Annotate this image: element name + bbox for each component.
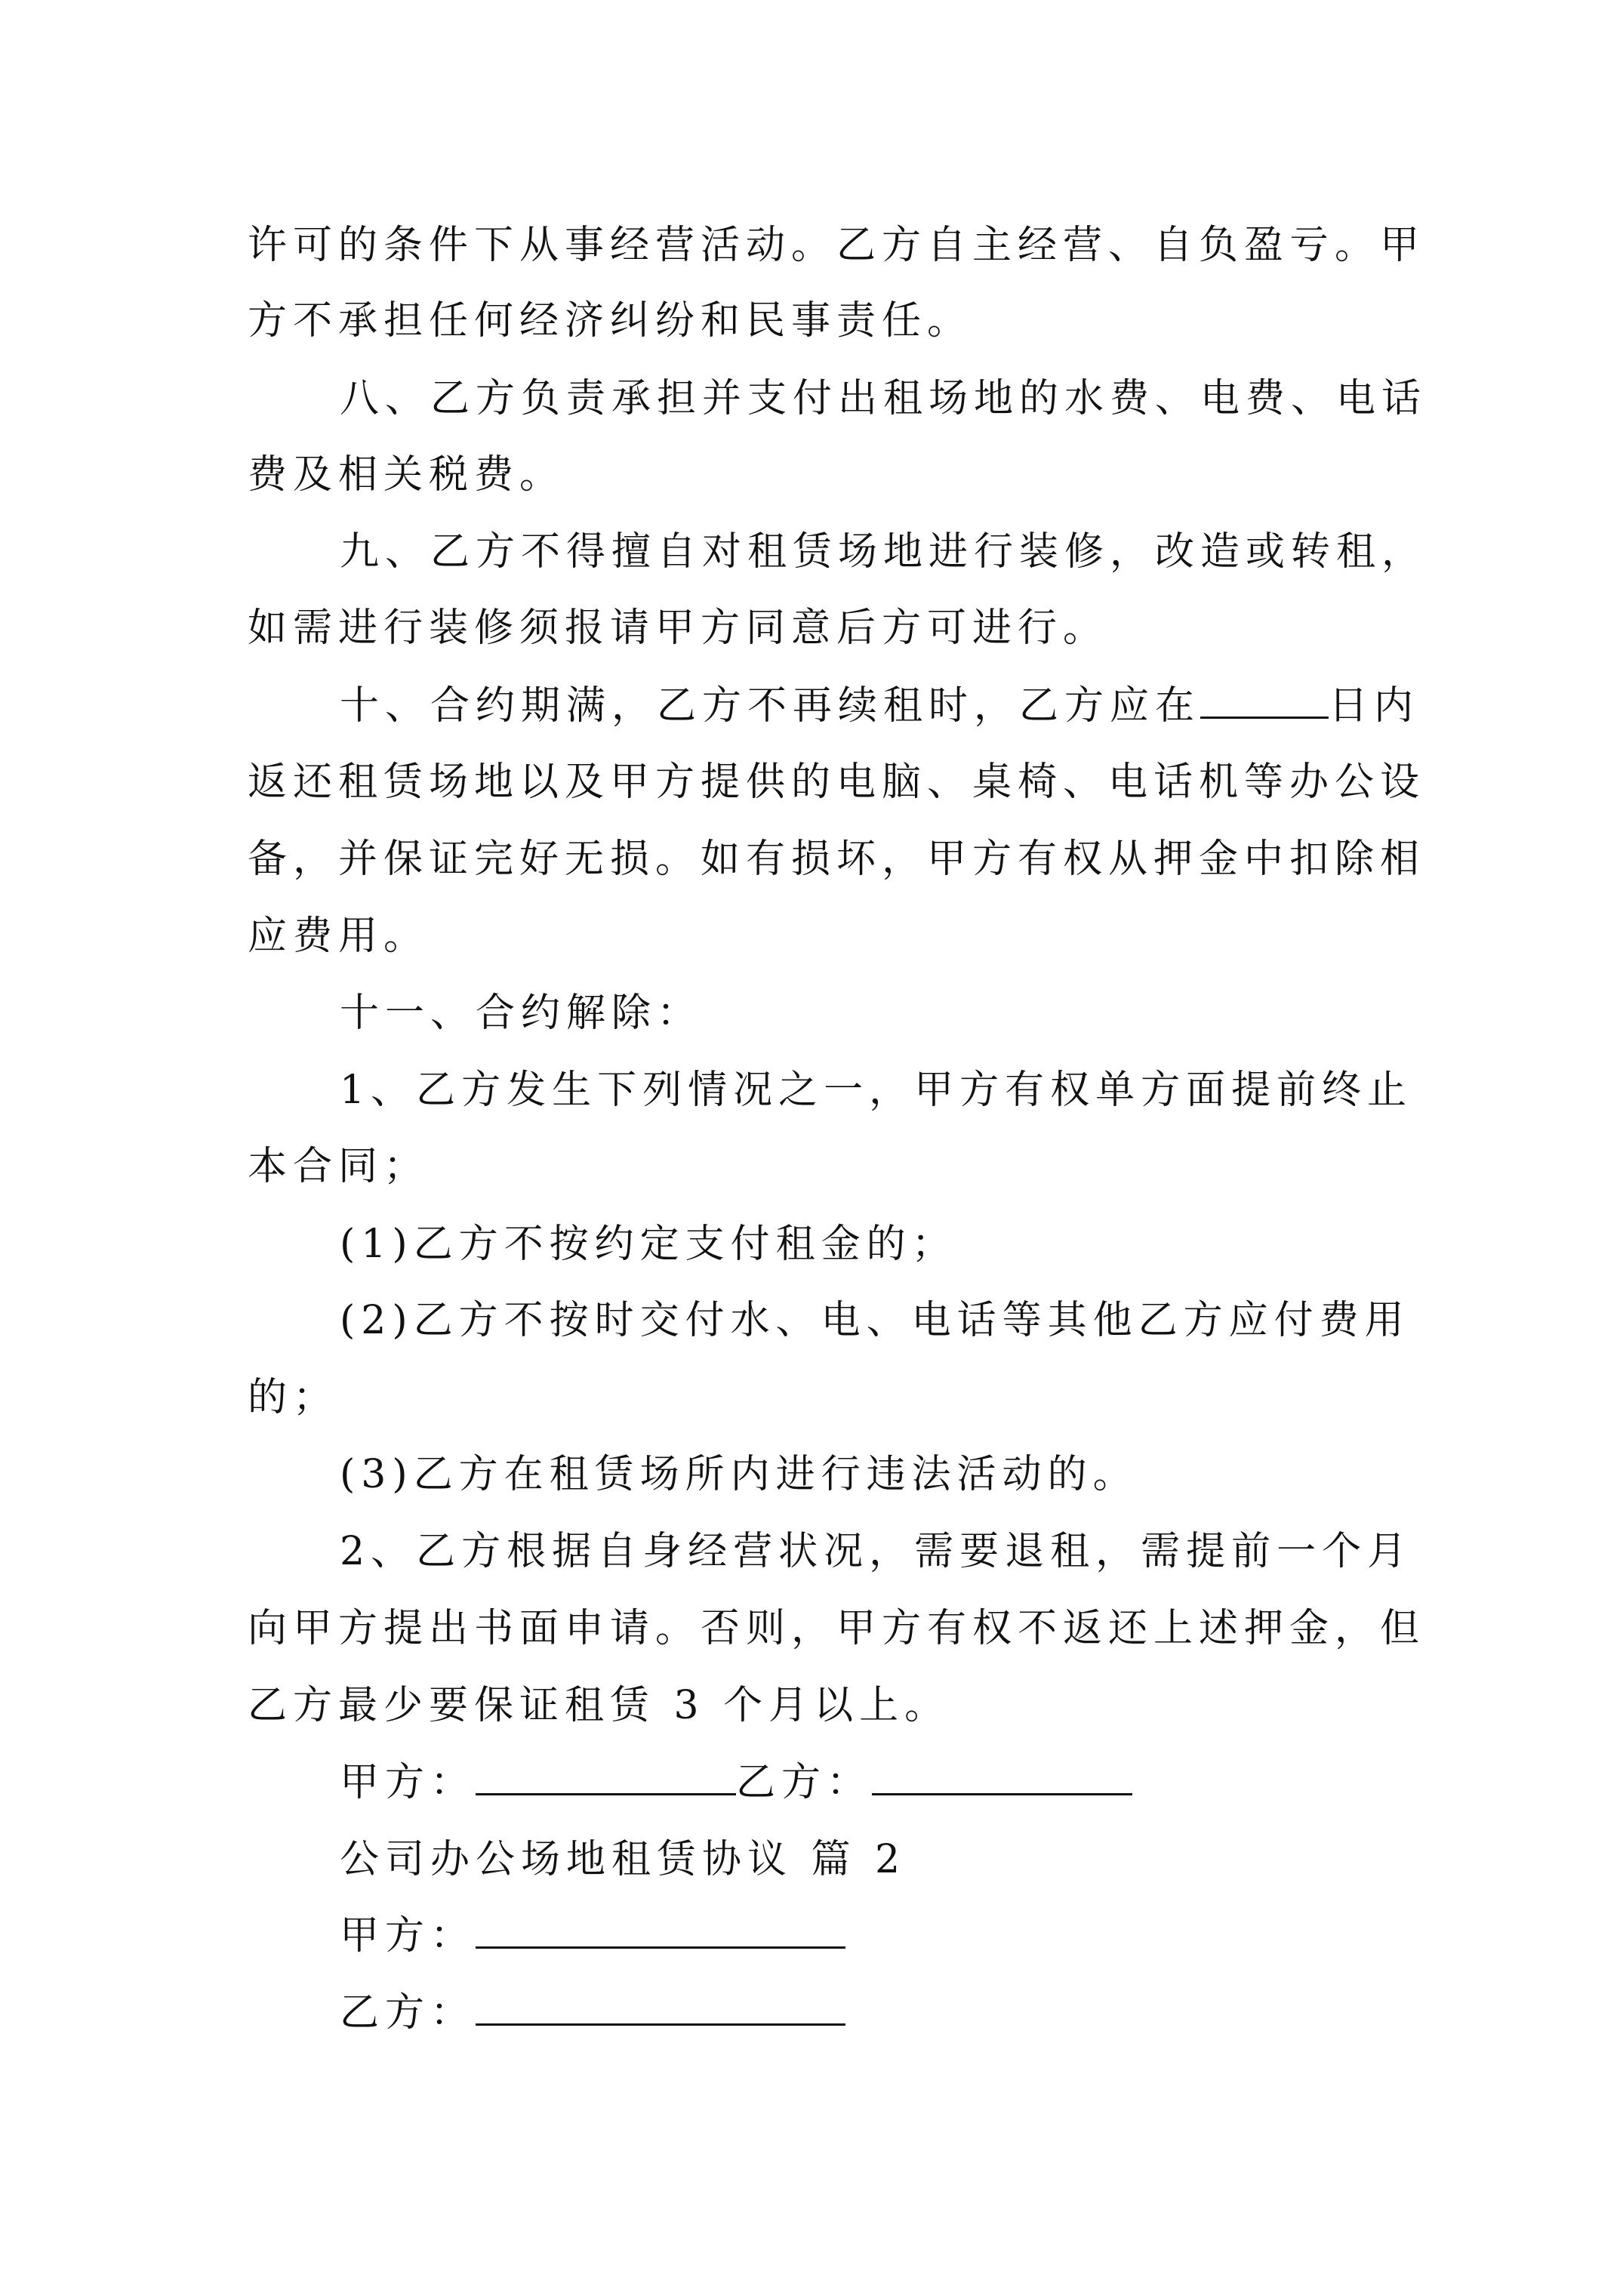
party-b-signature-blank[interactable] [872, 1758, 1132, 1795]
signature-line [340, 1758, 1132, 1808]
item-1-line-2: 本合同； [248, 1144, 430, 1189]
item-2-line-2: 向甲方提出书面申请。否则，甲方有权不返还上述押金，但 [248, 1606, 1426, 1651]
party-b-blank-2[interactable] [476, 1989, 845, 2026]
clause-9-line-2: 如需进行装修须报请甲方同意后方可进行。 [248, 606, 1109, 651]
days-blank[interactable] [1200, 682, 1329, 719]
subitem-2-line-2: 的； [248, 1375, 339, 1420]
party-b-label: 乙方： [736, 1760, 873, 1805]
item-1-line-1: 1、乙方发生下列情况之一，甲方有权单方面提前终止 [340, 1068, 1413, 1113]
item-2-line-3: 乙方最少要保证租赁 3 个月以上。 [248, 1683, 950, 1728]
party-a-label: 甲方： [340, 1760, 476, 1805]
subitem-2-line-1: (2)乙方不按时交付水、电、电话等其他乙方应付费用 [340, 1298, 1410, 1343]
section-title: 公司办公场地租赁协议 篇 2 [340, 1837, 907, 1882]
party-a-label-2: 甲方： [340, 1913, 476, 1959]
clause-8-line-2: 费及相关税费。 [248, 452, 565, 498]
paragraph-line: 许可的条件下从事经营活动。乙方自主经营、自负盈亏。甲 [248, 223, 1426, 268]
clause-11-heading: 十一、合约解除： [340, 991, 703, 1036]
party-a-signature-blank[interactable] [476, 1758, 736, 1795]
party-a-line [340, 1911, 845, 1961]
clause-10-line-3: 备，并保证完好无损。如有损坏，甲方有权从押金中扣除相 [248, 837, 1426, 882]
clause-10-line-1 [340, 681, 1419, 731]
subitem-1: (1)乙方不按约定支付租金的； [340, 1222, 957, 1267]
party-b-label-2: 乙方： [340, 1990, 476, 2036]
clause-10-line-2: 返还租赁场地以及甲方提供的电脑、桌椅、电话机等办公设 [248, 760, 1426, 805]
clause-10-text-end: 日内 [1329, 683, 1420, 729]
clause-9-line-1: 九、乙方不得擅自对租赁场地进行装修，改造或转租， [340, 529, 1427, 575]
clause-10-text: 十、合约期满，乙方不再续租时，乙方应在 [340, 683, 1201, 729]
clause-8-line-1: 八、乙方负责承担并支付出租场地的水费、电费、电话 [340, 376, 1427, 421]
subitem-3: (3)乙方在租赁场所内进行违法活动的。 [340, 1452, 1138, 1497]
party-a-blank-2[interactable] [476, 1912, 845, 1949]
party-b-line [340, 1988, 845, 2038]
paragraph-line: 方不承担任何经济纠纷和民事责任。 [248, 298, 973, 344]
item-2-line-1: 2、乙方根据自身经营状况，需要退租，需提前一个月 [340, 1529, 1413, 1574]
clause-10-line-4: 应费用。 [248, 914, 430, 959]
